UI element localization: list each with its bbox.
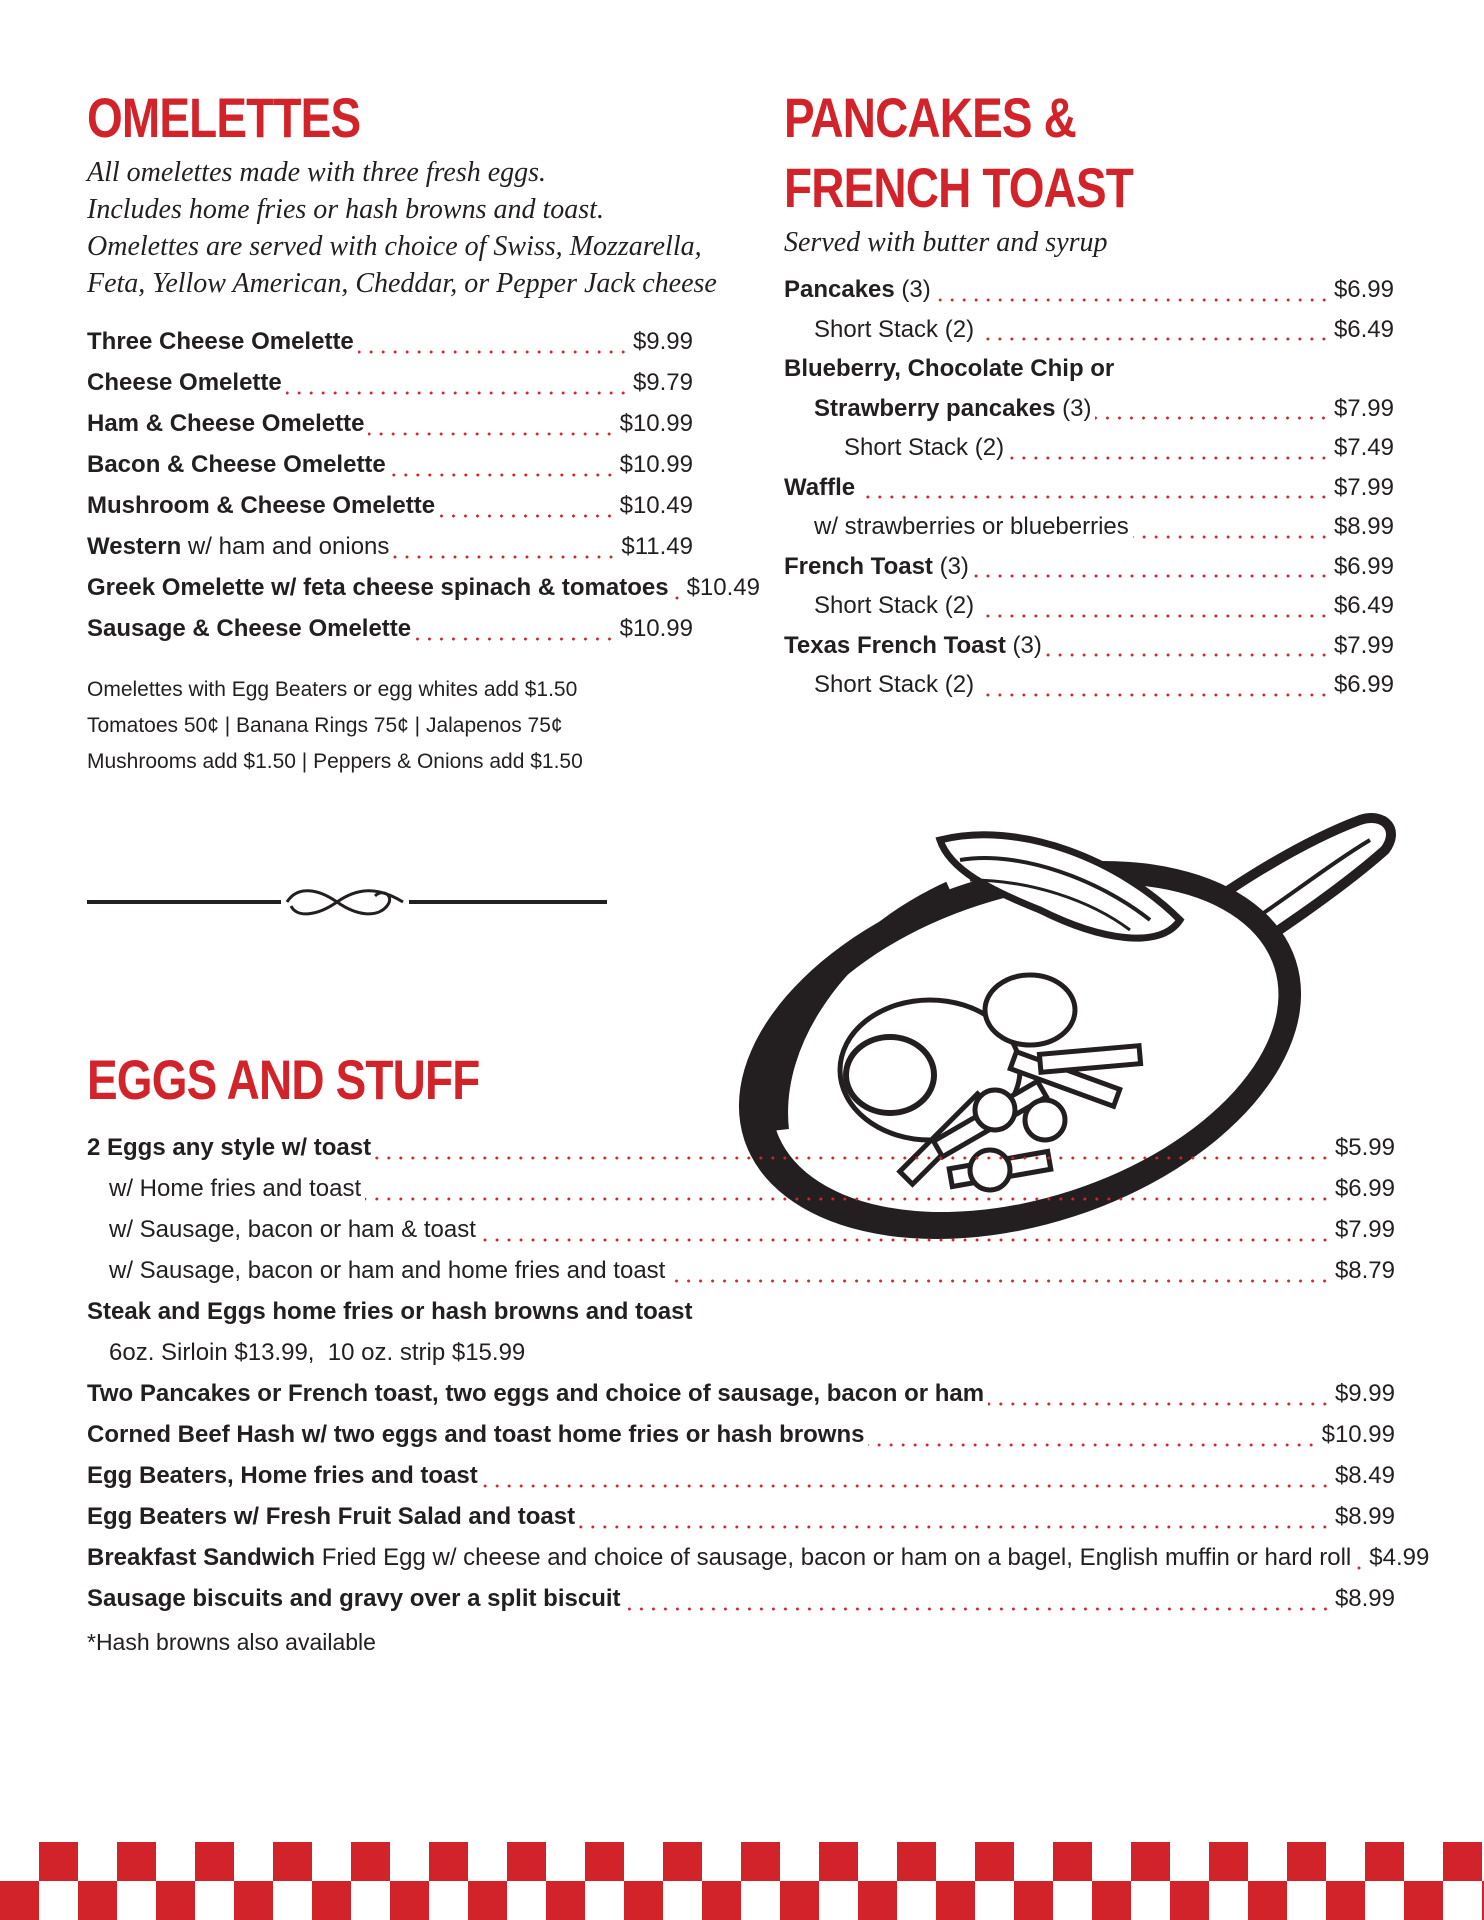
menu-item-row — [87, 1496, 1395, 1537]
menu-item-row — [87, 1578, 1395, 1619]
item-description: 6oz. Sirloin $13.99, 10 oz. strip $15.99 — [109, 1339, 526, 1366]
note-line: Tomatoes 50¢ | Banana Rings 75¢ | Jalapenos 75¢ — [87, 714, 563, 737]
pancakes-subtitle: Served with butter and syrup — [784, 227, 1108, 258]
item-price: $6.49 — [1333, 592, 1394, 619]
pancakes-title-line1: PANCAKES & — [784, 86, 1077, 149]
menu-item-row — [784, 507, 1394, 547]
menu-item-row — [87, 1414, 1395, 1455]
leader-dots — [358, 350, 629, 354]
leader-dots — [579, 1525, 1331, 1529]
note-line: Omelettes with Egg Beaters or egg whites add $1.50 — [87, 678, 578, 701]
omelettes-notes — [87, 672, 583, 780]
menu-item-row — [87, 403, 693, 444]
leader-dots — [439, 514, 616, 518]
item-name: Blueberry, Chocolate Chip or — [784, 355, 1115, 382]
item-description: (3) — [1005, 631, 1042, 659]
item-description: w/ Sausage, bacon or ham and home fries and toast — [109, 1257, 666, 1284]
menu-item-row — [87, 1291, 1395, 1332]
menu-item-row — [784, 586, 1394, 626]
item-name: Waffle — [784, 473, 856, 501]
item-price: $10.99 — [619, 615, 693, 642]
leader-dots — [390, 473, 616, 477]
leader-dots — [978, 614, 1330, 618]
item-description: w/ strawberries or blueberries — [814, 513, 1129, 540]
item-price: $9.99 — [632, 328, 693, 355]
menu-item-row — [784, 349, 1394, 389]
eggs-title: EGGS AND STUFF — [87, 1048, 480, 1111]
intro-line: Omelettes are served with choice of Swiss, Mozzarella, — [87, 231, 702, 262]
item-price: $7.99 — [1334, 1216, 1395, 1243]
omelettes-intro — [87, 154, 717, 302]
item-price: $8.99 — [1333, 513, 1394, 540]
menu-item-row — [784, 310, 1394, 350]
leader-dots — [1008, 456, 1330, 460]
leader-dots — [1095, 416, 1329, 420]
item-price: $10.99 — [619, 451, 693, 478]
item-name: Sausage & Cheese Omelette — [87, 615, 412, 642]
eggs-list — [87, 1127, 1430, 1619]
menu-item-row — [784, 626, 1394, 666]
item-description: w/ Sausage, bacon or ham & toast — [109, 1216, 476, 1243]
item-description: Fried Egg w/ cheese and choice of sausage, bacon or ham on a bagel, English muffin or hard roll — [315, 1544, 1352, 1571]
leader-dots — [415, 637, 615, 641]
leader-dots — [1133, 535, 1330, 539]
menu-item-row — [784, 428, 1394, 468]
menu-item-row — [87, 444, 693, 485]
item-price: $6.99 — [1334, 1175, 1395, 1202]
item-description: Short Stack (2) — [814, 315, 975, 343]
item-name: Texas French Toast — [784, 631, 1006, 659]
leader-dots — [625, 1607, 1331, 1611]
item-description: Short Stack (2) — [844, 434, 1005, 461]
item-price: $6.99 — [1333, 671, 1394, 698]
leader-dots — [482, 1484, 1331, 1488]
item-name: Mushroom & Cheese Omelette — [87, 492, 436, 519]
leader-dots — [393, 555, 617, 559]
item-description: (3) — [1055, 394, 1092, 422]
item-price: $7.99 — [1333, 631, 1394, 659]
item-price: $8.49 — [1334, 1462, 1395, 1489]
menu-item-row — [87, 1168, 1395, 1209]
menu-item-row — [784, 389, 1394, 429]
item-description: (3) — [932, 552, 969, 580]
item-description: (3) — [894, 276, 931, 303]
item-price: $7.99 — [1333, 394, 1394, 422]
item-name: Ham & Cheese Omelette — [87, 410, 365, 437]
item-name: French Toast — [784, 552, 933, 580]
item-price: $9.79 — [632, 369, 693, 396]
menu-item-row — [87, 1373, 1395, 1414]
intro-line: All omelettes made with three fresh eggs. — [87, 157, 547, 188]
pancakes-title-line2: FRENCH TOAST — [784, 156, 1134, 219]
menu-item-row — [784, 665, 1394, 705]
note-line: Mushrooms add $1.50 | Peppers & Onions add $1.50 — [87, 750, 583, 773]
item-price: $7.49 — [1333, 434, 1394, 461]
item-name: Egg Beaters, Home fries and toast — [87, 1462, 478, 1489]
item-description: Short Stack (2) — [814, 592, 975, 619]
menu-item-row — [87, 608, 693, 649]
menu-item-row — [87, 567, 760, 608]
menu-item-row — [87, 1209, 1395, 1250]
item-name: Three Cheese Omelette — [87, 328, 354, 355]
item-price: $6.49 — [1333, 315, 1394, 343]
menu-item-row — [784, 468, 1394, 508]
item-price: $8.99 — [1334, 1585, 1395, 1612]
leader-dots — [480, 1238, 1331, 1242]
menu-item-row — [87, 485, 693, 526]
menu-item-row — [784, 270, 1394, 310]
flourish-divider-icon — [87, 880, 607, 924]
menu-item-row — [87, 526, 693, 567]
item-price: $10.49 — [686, 574, 760, 601]
item-price: $7.99 — [1333, 473, 1394, 501]
intro-line: Includes home fries or hash browns and toast. — [87, 194, 604, 225]
item-description: Short Stack (2) — [814, 671, 975, 698]
item-description: w/ Home fries and toast — [109, 1175, 362, 1202]
leader-dots — [669, 1279, 1331, 1283]
item-price: $6.99 — [1333, 552, 1394, 580]
item-price: $10.99 — [1321, 1421, 1395, 1448]
item-price: $5.99 — [1334, 1134, 1395, 1161]
item-name: Steak and Eggs home fries or hash browns and toast — [87, 1298, 693, 1325]
item-name: Cheese Omelette — [87, 369, 282, 396]
leader-dots — [973, 574, 1330, 578]
item-name: Corned Beef Hash w/ two eggs and toast home fries or hash browns — [87, 1421, 865, 1448]
leader-dots — [365, 1197, 1331, 1201]
omelettes-list — [87, 321, 760, 649]
intro-line: Feta, Yellow American, Cheddar, or Pepper Jack cheese — [87, 268, 717, 299]
item-name: 2 Eggs any style w/ toast — [87, 1134, 372, 1161]
eggs-footnote: *Hash browns also available — [87, 1629, 376, 1655]
menu-item-row — [784, 547, 1394, 587]
menu-item-row — [87, 1332, 1395, 1373]
leader-dots — [859, 495, 1330, 499]
item-price: $8.99 — [1334, 1503, 1395, 1530]
item-name: Pancakes — [784, 276, 895, 303]
leader-dots — [286, 391, 629, 395]
omelettes-title: OMELETTES — [87, 86, 361, 149]
item-name: Breakfast Sandwich — [87, 1544, 316, 1571]
item-price: $9.99 — [1334, 1380, 1395, 1407]
menu-item-row — [87, 1455, 1395, 1496]
item-name: Strawberry pancakes — [814, 394, 1056, 422]
pancakes-list — [784, 270, 1394, 705]
leader-dots — [1355, 1566, 1365, 1570]
leader-dots — [988, 1402, 1331, 1406]
item-name: Greek Omelette w/ feta cheese spinach & tomatoes — [87, 574, 669, 601]
leader-dots — [1046, 653, 1330, 657]
leader-dots — [368, 432, 615, 436]
leader-dots — [868, 1443, 1317, 1447]
leader-dots — [978, 693, 1330, 697]
leader-dots — [935, 298, 1330, 302]
item-price: $10.49 — [619, 492, 693, 519]
item-name: Sausage biscuits and gravy over a split biscuit — [87, 1585, 621, 1612]
item-name: Egg Beaters w/ Fresh Fruit Salad and toast — [87, 1503, 576, 1530]
item-name: Western — [87, 533, 182, 560]
leader-dots — [375, 1156, 1331, 1160]
item-name: Two Pancakes or French toast, two eggs and choice of sausage, bacon or ham — [87, 1380, 985, 1407]
leader-dots — [978, 337, 1330, 341]
item-price: $4.99 — [1369, 1544, 1430, 1571]
leader-dots — [673, 596, 683, 600]
item-description: w/ ham and onions — [181, 533, 390, 560]
menu-item-row — [87, 1250, 1395, 1291]
menu-item-row — [87, 1127, 1395, 1168]
item-price: $11.49 — [621, 533, 693, 560]
menu-item-row — [87, 321, 693, 362]
item-name: Bacon & Cheese Omelette — [87, 451, 386, 478]
menu-item-row — [87, 1537, 1430, 1578]
checker-border — [0, 1842, 1484, 1920]
item-price: $6.99 — [1333, 276, 1394, 303]
item-price: $10.99 — [619, 410, 693, 437]
item-price: $8.79 — [1334, 1257, 1395, 1284]
menu-item-row — [87, 362, 693, 403]
